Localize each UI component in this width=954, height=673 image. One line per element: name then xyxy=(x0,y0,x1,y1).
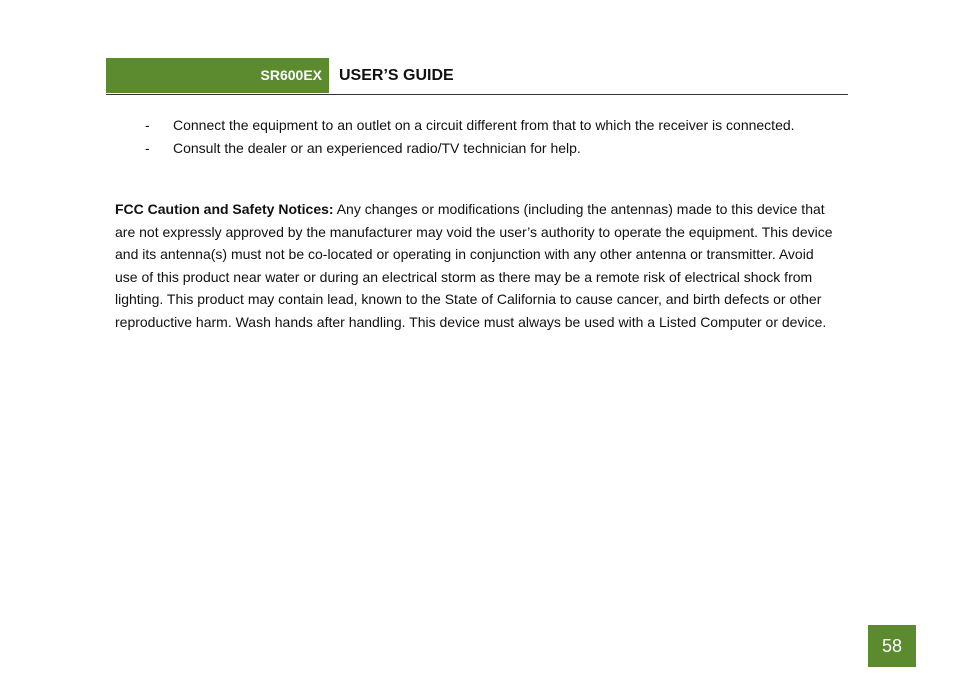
bullet-dash: - xyxy=(145,117,150,133)
bullet-text: Connect the equipment to an outlet on a circuit different from that to which the receiver is connected. xyxy=(173,117,795,133)
bullet-text: Consult the dealer or an experienced radio/TV technician for help. xyxy=(173,139,581,156)
page-number: 58 xyxy=(868,625,916,667)
model-label: SR600EX xyxy=(106,58,329,93)
page-header xyxy=(106,58,848,95)
fcc-notice-paragraph xyxy=(115,198,840,333)
guide-title: USER’S GUIDE xyxy=(339,67,454,84)
bullet-item xyxy=(145,137,835,160)
bullet-list xyxy=(145,114,835,159)
notice-heading: FCC Caution and Safety Notices: xyxy=(115,201,334,217)
notice-body: Any changes or modifications (including the antennas) made to this device that are not expressly approved by the manufacturer may void the user’s authority to operate the equipment. This device and its antenna(s) must not be co-located or operating in conjunction with any other antenna or transmitter. Avoid use of this product near water or during an electrical storm as there may be a remote risk of electrical shock from lighting. This product may contain lead, known to the State of California to cause cancer, and birth defects or other reproductive harm. Wash hands after handling. This device must always be used with a Listed Computer or device. xyxy=(115,201,833,330)
bullet-item xyxy=(145,114,835,137)
bullet-dash: - xyxy=(145,139,150,156)
